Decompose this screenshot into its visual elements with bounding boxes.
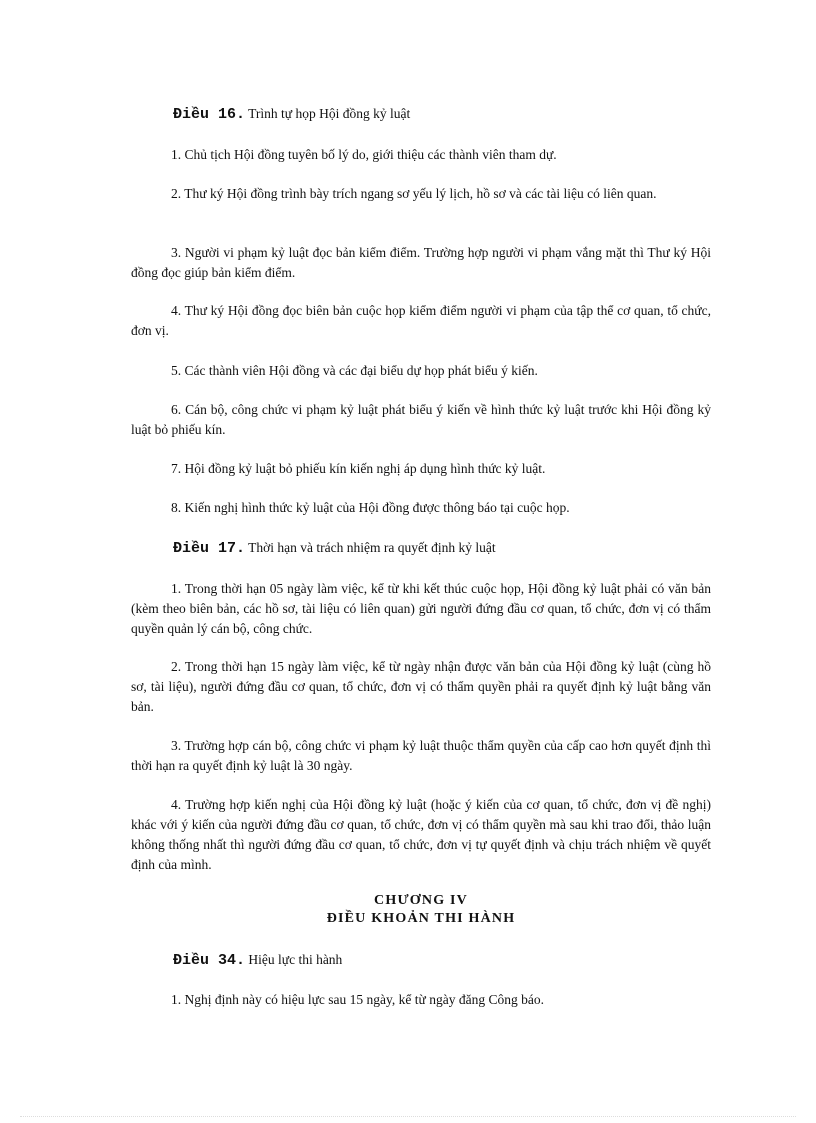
article-16-item-2: 2. Thư ký Hội đồng trình bày trích ngang sơ yếu lý lịch, hồ sơ và các tài liệu có liên quan. [171,186,657,201]
article-17-item-1-block [131,579,711,639]
article-16-item-6-block [131,400,711,440]
article-17-item-3-block [131,736,711,776]
article-16-item-1-block [131,145,711,165]
article-17-item-2-block [131,657,711,717]
article-16-item-5: 5. Các thành viên Hội đồng và các đại biểu dự họp phát biểu ý kiến. [171,363,538,378]
article-17-item-4-block [131,795,711,875]
article-16-label: Điều 16. [173,106,246,123]
article-16-item-6: 6. Cán bộ, công chức vi phạm kỷ luật phát biểu ý kiến về hình thức kỷ luật trước khi Hội đồng kỷ luật bỏ phiếu kín. [131,402,711,437]
article-16-item-7: 7. Hội đồng kỷ luật bỏ phiếu kín kiến nghị áp dụng hình thức kỷ luật. [171,461,546,476]
article-34-title: Hiệu lực thi hành [245,952,343,967]
chapter-heading [131,892,711,928]
article-16-item-4-block [131,301,711,341]
article-17-title: Thời hạn và trách nhiệm ra quyết định kỷ luật [245,540,496,555]
article-16-heading-block [131,104,711,125]
article-16-item-7-block [131,459,711,479]
article-16-item-4: 4. Thư ký Hội đồng đọc biên bản cuộc họp kiểm điểm người vi phạm của tập thể cơ quan, tổ chức, đơn vị. [131,303,711,338]
article-34-item-1: 1. Nghị định này có hiệu lực sau 15 ngày, kể từ ngày đăng Công báo. [171,992,544,1007]
article-17-heading [131,538,711,559]
page-bottom-divider [20,1116,796,1117]
article-16-item-3: 3. Người vi phạm kỷ luật đọc bản kiểm điểm. Trường hợp người vi phạm vắng mặt thì Thư ký Hội đồng đọc giúp bản kiểm điểm. [131,245,711,280]
article-17-item-3: 3. Trường hợp cán bộ, công chức vi phạm kỷ luật thuộc thẩm quyền của cấp cao hơn quyết định thì thời hạn ra quyết định kỷ luật là 30 ngày. [131,738,711,773]
article-17-heading-block [131,538,711,559]
article-16-item-1: 1. Chủ tịch Hội đồng tuyên bố lý do, giới thiệu các thành viên tham dự. [171,147,557,162]
article-17-label: Điều 17. [173,540,246,557]
article-16-item-5-block [131,361,711,381]
article-16-item-8: 8. Kiến nghị hình thức kỷ luật của Hội đồng được thông báo tại cuộc họp. [171,500,570,515]
article-34-item-1-block [131,990,711,1010]
chapter-number: CHƯƠNG IV [374,893,468,908]
article-16-item-8-block [131,498,711,518]
article-34-label: Điều 34. [173,952,246,969]
article-16-item-2-block [131,184,711,204]
article-16-heading [131,104,711,125]
chapter-title: ĐIỀU KHOẢN THI HÀNH [326,911,516,926]
article-34-heading-block [131,950,711,971]
article-16-title: Trình tự họp Hội đồng kỷ luật [245,106,411,121]
article-17-item-4: 4. Trường hợp kiến nghị của Hội đồng kỷ luật (hoặc ý kiến của cơ quan, tổ chức, đơn vị đề nghị) khác với ý kiến của người đứng đầu cơ quan, tổ chức, đơn vị có thẩm quyền mà sau khi trao đổi, thảo luận không thống nhất thì người đứng đầu cơ quan, tổ chức, đơn vị tự quyết định và chịu trách nhiệm về quyết định của mình. [131,797,711,872]
article-17-item-1: 1. Trong thời hạn 05 ngày làm việc, kể từ khi kết thúc cuộc họp, Hội đồng kỷ luật phải có văn bản (kèm theo biên bản, các hồ sơ, tài liệu có liên quan) gửi người đứng đầu cơ quan, tổ chức, đơn vị có thẩm quyền quản lý cán bộ, công chức. [131,581,711,636]
article-16-item-3-block [131,243,711,283]
article-34-heading [131,950,711,971]
article-17-item-2: 2. Trong thời hạn 15 ngày làm việc, kể từ ngày nhận được văn bản của Hội đồng kỷ luật (cùng hồ sơ, tài liệu), người đứng đầu cơ quan, tổ chức, đơn vị có thẩm quyền phải ra quyết định kỷ luật bằng văn bản. [131,659,711,714]
